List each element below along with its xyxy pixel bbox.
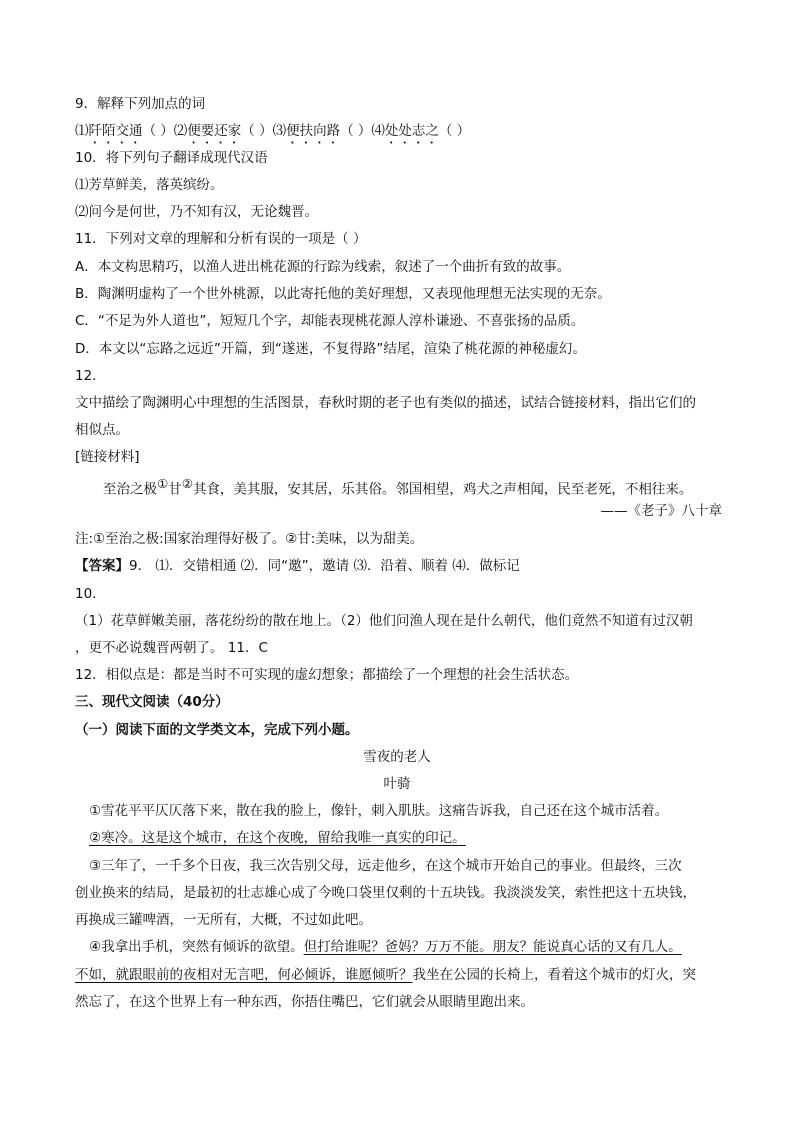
section-3-subtitle: （一）阅读下面的文学类文本，完成下列小题。 (75, 722, 359, 738)
q9-item-2: ⑵便要还家（ ） (173, 123, 273, 139)
answer-line-9: 【答案】9． ⑴．交错相通 ⑵．同“邀”，邀请 ⑶．沿着、顺着 ⑷．做标记 (75, 558, 520, 574)
story-paragraph-4-underlined-b: 不如，就跟眼前的夜相对无言吧，何必倾诉，谁愿倾听？ (75, 967, 413, 983)
q12-prompt-line-2: 相似点。 (75, 422, 129, 438)
q12-quote: 至治之极①甘②其食，美其服，安其居，乐其俗。邻国相望，鸡犬之声相闻，民至老死，不相往来。 (103, 476, 693, 498)
story-paragraph-3-line-2: 创业换来的结局，是最初的壮志雄心成了今晚口袋里仅剩的十五块钱。我淡淡发笑，索性把这十五块钱， (75, 885, 696, 901)
story-paragraph-3-line-3: 再换成三罐啤酒，一无所有，大概，不过如此吧。 (75, 912, 372, 928)
q10-sentence-1: ⑴芳草鲜美，落英缤纷。 (75, 177, 224, 193)
answer-10-line-2: ，更不必说魏晋两朝了。 11．C (75, 640, 268, 656)
answer-12: 12．相似点是：都是当时不可实现的虚幻想象；都描绘了一个理想的社会生活状态。 (75, 667, 579, 683)
answer-label: 【答案】 (75, 558, 129, 574)
q11-option-c: C．“不足为外人道也”，短短几个字，却能表现桃花源人淳朴谦逊、不喜张扬的品质。 (75, 313, 585, 329)
story-paragraph-4-underlined-a: 但打给谁呢？爸妈？万万不能。朋友？能说真心话的又有几人。 (303, 939, 682, 955)
q9-item-1: ⑴阡陌交通（ ） (75, 123, 174, 139)
q12-source: ——《老子》八十章 (600, 503, 722, 519)
story-title: 雪夜的老人 (363, 749, 431, 765)
section-3-title: 三、现代文阅读（40分） (75, 694, 229, 710)
q9-item-3: ⑶便扶向路（ ） (272, 123, 372, 139)
answer-10-line-1: （1）花草鲜嫩美丽，落花纷纷的散在地上。（2）他们问渔人现在是什么朝代，他们竟然不知道有过汉朝 (75, 613, 693, 629)
q10-title: 10．将下列句子翻译成现代汉语 (75, 150, 268, 166)
q12-note: 注:①至治之极:国家治理得好极了。②甘:美味，以为甜美。 (75, 531, 424, 547)
q12-prompt-line-1: 文中描绘了陶渊明心中理想的生活图景，春秋时期的老子也有类似的描述，试结合链接材料，指出它们的 (75, 395, 696, 411)
answer-10-number: 10． (75, 586, 106, 602)
q9-title: 9．解释下列加点的词 (75, 96, 206, 112)
story-paragraph-4-line-2: 不如，就跟眼前的夜相对无言吧，何必倾诉，谁愿倾听？我坐在公园的长椅上，看着这个城市的灯火，突 (75, 967, 696, 983)
q12-link-label: [链接材料] (75, 449, 140, 465)
story-author: 叶骑 (383, 776, 411, 792)
q10-sentence-2: ⑵问今是何世，乃不知有汉，无论魏晋。 (75, 204, 318, 220)
q11-option-a: A．本文构思精巧，以渔人进出桃花源的行踪为线索，叙述了一个曲折有致的故事。 (75, 259, 571, 275)
story-paragraph-2-underlined: 寒冷。这是这个城市，在这个夜晚，留给我唯一真实的印记。 (101, 830, 466, 846)
q11-option-d: D．本文以“忘路之远近”开篇，到“遂迷，不复得路”结尾，渲染了桃花源的神秘虚幻。 (75, 341, 586, 357)
q11-option-b: B．陶渊明虚构了一个世外桃源，以此寄托他的美好理想，又表现他理想无法实现的无奈。 (75, 286, 611, 302)
story-paragraph-1: ①雪花平平仄仄落下来，散在我的脸上，像针，刺入肌肤。这痛告诉我，自己还在这个城市活着。 (89, 803, 669, 819)
story-paragraph-4-line-1: ④我拿出手机，突然有倾诉的欲望。但打给谁呢？爸妈？万万不能。朋友？能说真心话的又有几人。 (89, 939, 682, 955)
q11-title: 11．下列对文章的理解和分析有误的一项是（ ） (75, 231, 367, 247)
q12-number: 12． (75, 368, 106, 384)
story-paragraph-4-line-3: 然忘了，在这个世界上有一种东西，你捂住嘴巴，它们就会从眼睛里跑出来。 (75, 994, 534, 1010)
story-paragraph-3-line-1: ③三年了，一千多个日夜，我三次告别父母，远走他乡，在这个城市开始自己的事业。但最终，三次 (89, 858, 682, 874)
q9-item-4: ⑷处处志之（ ） (371, 123, 471, 139)
story-paragraph-2: ②寒冷。这是这个城市，在这个夜晚，留给我唯一真实的印记。 (89, 830, 466, 846)
q9-items (75, 121, 470, 147)
